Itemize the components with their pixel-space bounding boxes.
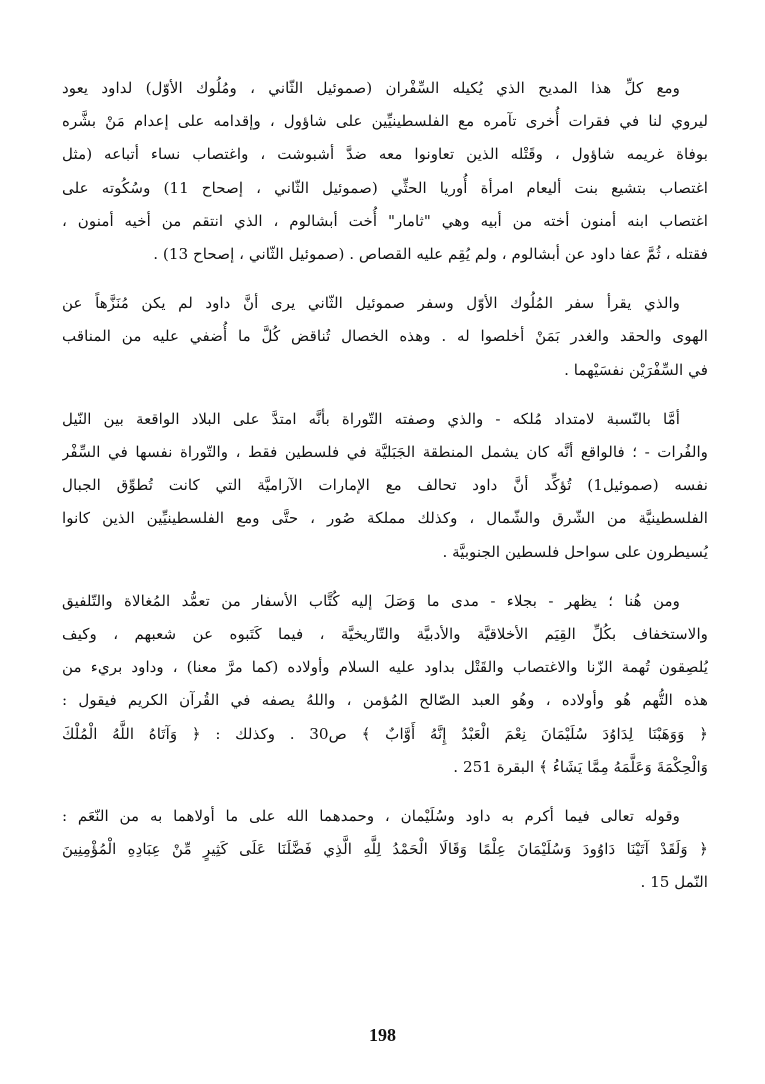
text-line: اغتصاب بتشيع بنت أليعام امرأة أُوريا الحثِّي (صموئيل الثّاني ، إصحاح 11) وسُكُوته على [62, 178, 708, 197]
text-line: والفُرات - ؛ فالواقع أنَّه كان يشمل المنطقة الجَبَليَّة في فلسطين فقط ، والتّوراة نفسها في السِّفْر [62, 443, 708, 462]
paragraph-exaggeration [62, 585, 708, 784]
text-line: أمَّا بالنّسبة لامتداد مُلكه - والذي وصفته التّوراة بأنَّه امتدَّ على البلاد الواقعة بين النّيل [62, 409, 680, 428]
text-line: ومع كلِّ هذا المديح الذي يُكيله السِّفْران (صموئيل الثّاني ، ومُلُوك الأوّل) لداود يعود [62, 79, 680, 97]
paragraph-kingdom-extent [62, 403, 708, 569]
text-line: بوفاة غريمه شاؤول ، وقَتْله الذين تعاونوا معه ضدَّ أشبوشت ، واغتصاب نساء أتباعه (مثل [62, 145, 708, 164]
text-line: والذي يقرأ سفر المُلُوك الأوّل وسفر صموئيل الثّاني يرى أنَّ داود لم يكن مُنَزَّهاً عن [62, 294, 680, 313]
text-line: يُلصِقون تُهمة الزّنا والاغتصاب والقَتْل بداود عليه السلام وأولاده (كما مرَّ معنا) ، وداود بريء من [62, 658, 708, 677]
text-line: ليروي لنا في فقرات أُخرى تآمره مع الفلسطينيِّين على شاؤول ، وإقدامه على إعدام مَنْ بشَّره [62, 112, 708, 131]
text-line: في السِّفْرَيْن نفسَيْهما . [564, 360, 708, 379]
paragraph-david-crimes [62, 72, 708, 271]
text-line: ومن هُنا ؛ يظهر - بجلاء - مدى ما وَصَلَ إليه كُتَّاب الأسفار من تعمُّد المُغالاة والتّلفيق [62, 591, 680, 610]
paragraph-quran-verse [62, 800, 708, 900]
text-line: وقوله تعالى فيما أكرم به داود وسُلَيْمان ، وحمدهما الله على ما أولاهما به من النّعَم : [62, 807, 680, 826]
text-line: فقتله ، ثُمَّ عفا داود عن أبشالوم ، ولم يُقِم عليه القصاص . (صموئيل الثّاني ، إصحاح 13) . [153, 245, 708, 264]
quran-verse-line: ﴿ وَلَقَدْ آتَيْنَا دَاوُودَ وَسُلَيْمَانَ عِلْمًا وَقَالَا الْحَمْدُ لِلَّهِ الَّذِي فَضَّلَنَا عَلَى كَثِيرٍ مِّنْ عِبَادِهِ الْمُؤْمِنِينَ [62, 840, 708, 859]
text-line: الفلسطينيَّة من الشّرق والشّمال ، وكذلك مملكة صُور ، حتَّى ومع الفلسطينيِّين الذين كانوا [62, 509, 708, 528]
quran-verse-line: ﴿ وَوَهَبْنَا لِدَاوُدَ سُلَيْمَانَ نِعْمَ الْعَبْدُ إِنَّهُ أَوَّابٌ ﴾ ص30 . وكذلك : ﴿ وَآتَاهُ اللَّهُ الْمُلْكَ [62, 724, 708, 743]
text-line: اغتصاب ابنه أمنون أخته من أبيه وهي "ثامار" أُخت أبشالوم ، الذي انتقم من أخيه أمنون ، [62, 211, 708, 230]
paragraph-kings-samuel [62, 287, 708, 387]
text-line: والاستخفاف بكُلِّ القِيَم الأخلاقيَّة والأدبيَّة والتّاريخيَّة ، فيما كَتَبوه عن شعبهم ، وكيف [62, 625, 708, 644]
text-line: نفسه (صموئيل1) تُؤكِّد أنَّ داود تحالف مع الإمارات الآراميَّة التي كانت تُطوِّق الجبال [62, 476, 708, 495]
quran-verse-line: وَالْحِكْمَةَ وَعَلَّمَهُ مِمَّا يَشَاءُ ﴾ البقرة 251 . [453, 757, 708, 776]
text-line: يُسيطرون على سواحل فلسطين الجنوبيَّة . [442, 542, 708, 561]
page-body [62, 72, 708, 916]
text-line: الهوى والحقد والغدر بَمَنْ أخلصوا له . وهذه الخصال تُناقض كُلَّ ما أُضفي عليه من المناقب [62, 327, 708, 346]
text-line: النّمل 15 . [640, 873, 708, 892]
text-line: هذه التُّهم هُو وأولاده ، وهُو العبد الصّالح المُؤمن ، واللهُ يصفه في القُرآن الكريم فيقول : [62, 691, 708, 710]
page-number: 198 [369, 1025, 396, 1045]
